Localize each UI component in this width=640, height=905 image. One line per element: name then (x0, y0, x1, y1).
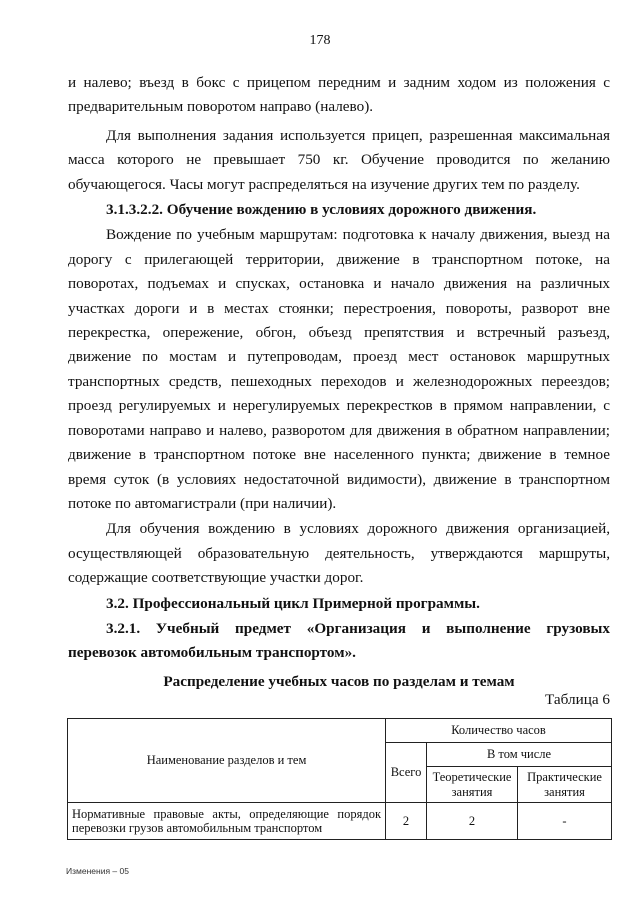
paragraph-2: Для выполнения задания используется прицеп, разрешенная максимальная масса которого не превышает 750 кг. Обучение проводится по желанию обучающегося. Часы могут распределяться на изучение других тем по разделу. (68, 126, 610, 193)
row-total-cell: 2 (386, 803, 427, 840)
header-practice-cell: Практические занятия (518, 767, 612, 803)
header-including-cell: В том числе (427, 743, 612, 767)
table-header-row-1 (68, 719, 612, 743)
row-practice-cell: - (518, 803, 612, 840)
row-theory-cell: 2 (427, 803, 518, 840)
heading-3-1-3-2-2: 3.1.3.2.2. Обучение вождению в условиях дорожного движения. (106, 201, 537, 219)
table-label: Таблица 6 (545, 691, 610, 708)
body-text-block-1 (68, 71, 610, 666)
header-hours-cell: Количество часов (386, 719, 612, 743)
table-caption: Распределение учебных часов по разделам и темам (163, 673, 515, 690)
heading-3-2: 3.2. Профессиональный цикл Примерной программы. (106, 594, 480, 612)
header-total-cell: Всего (386, 743, 427, 803)
row-name-cell: Нормативные правовые акты, определяющие порядок перевозки грузов автомобильным транспортом (68, 803, 386, 840)
paragraph-1: и налево; въезд в бокс с прицепом передним и задним ходом из положения с предварительным поворотом направо (налево). (68, 74, 610, 116)
table-row (68, 803, 612, 840)
paragraph-4: Для обучения вождению в условиях дорожного движения организацией, осуществляющей образовательную деятельность, утверждаются маршруты, содержащие соответствующие участки дорог. (68, 520, 610, 587)
heading-3-2-1: 3.2.1. Учебный предмет «Организация и выполнение грузовых перевозок автомобильным транспортом». (68, 619, 610, 662)
header-theory-cell: Теоретические занятия (427, 767, 518, 803)
footer-revision: Изменения – 05 (66, 866, 129, 876)
page-number: 178 (309, 33, 331, 48)
header-name-cell: Наименование разделов и тем (68, 719, 386, 803)
paragraph-3: Вождение по учебным маршрутам: подготовка к началу движения, выезд на дорогу с прилегающей территории, движение в транспортном потоке, на поворотах, подъемах и спусках, остановка и начало движения на различных участках дороги и в местах стоянки; перестроения, повороты, разворот вне перекрестка, опережение, обгон, объезд препятствия и встречный разъезд, движение по мостам и путепроводам, проезд мест остановок маршрутных транспортных средств, пешеходных переходов и железнодорожных переездов; проезд регулируемых и нерегулируемых перекрестков в прямом направлении, с поворотами направо и налево, разворотом для движения в обратном направлении; движение в транспортном потоке вне населенного пункта; движение в темное время суток (в условиях недостаточной видимости), движение в транспортном потоке по автомагистрали (при наличии). (68, 226, 610, 512)
hours-table (67, 718, 612, 840)
